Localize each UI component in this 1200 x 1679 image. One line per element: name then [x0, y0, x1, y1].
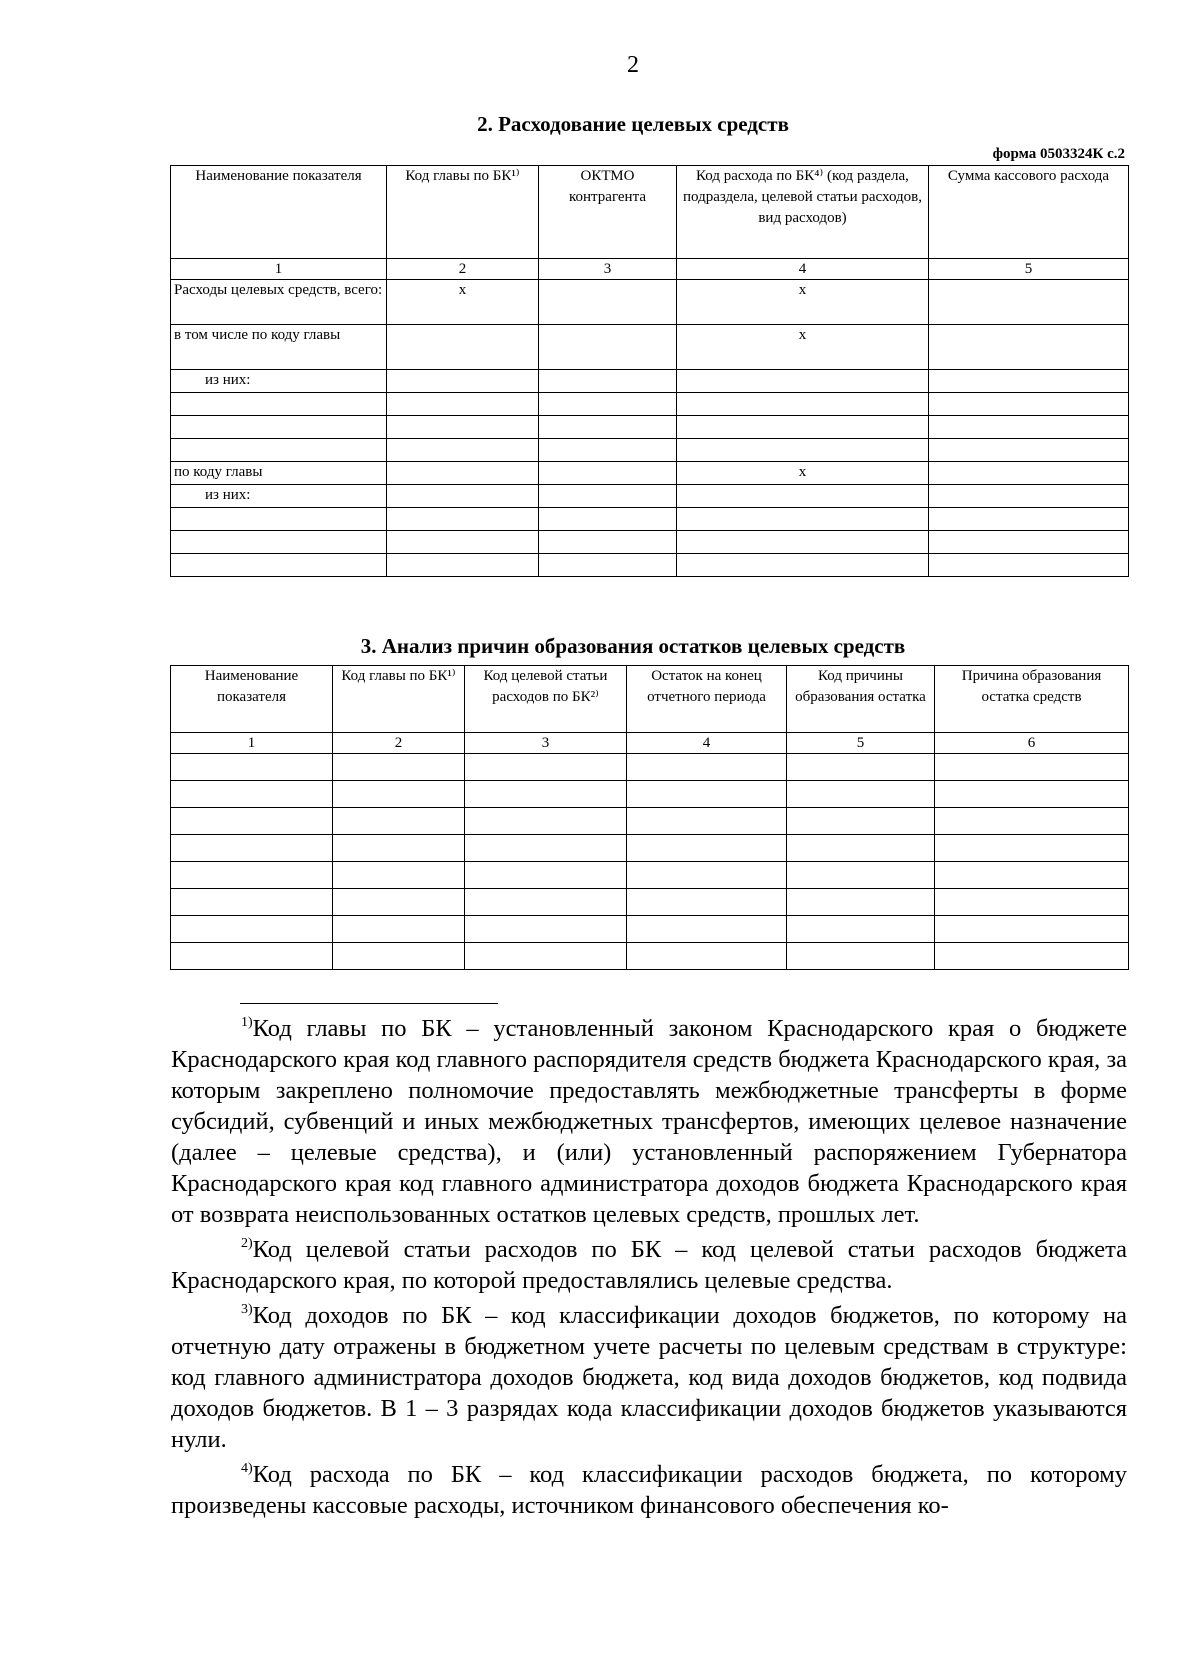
form-code: форма 0503324К с.2 — [992, 146, 1125, 162]
table-cell — [787, 889, 935, 916]
table-cell — [935, 781, 1129, 808]
table-cell: x — [677, 325, 929, 370]
column-number: 6 — [935, 733, 1129, 754]
row-label: из них: — [171, 370, 387, 393]
column-header: Код целевой статьи расходов по БК²⁾ — [465, 666, 627, 733]
row-label: из них: — [171, 485, 387, 508]
table-row — [171, 889, 1129, 916]
table-cell — [627, 754, 787, 781]
table-cell — [387, 439, 539, 462]
table-cell — [333, 943, 465, 970]
footnote-mark: 3) — [241, 1302, 253, 1317]
footnote-mark: 2) — [241, 1236, 253, 1251]
column-number: 5 — [787, 733, 935, 754]
table-cell — [929, 325, 1129, 370]
table-cell — [539, 485, 677, 508]
row-label: по коду главы — [171, 462, 387, 485]
table-cell — [539, 370, 677, 393]
table-cell — [333, 862, 465, 889]
table-cell — [171, 808, 333, 835]
table-row — [171, 280, 1129, 325]
footnotes — [171, 1013, 1127, 1525]
table-cell — [787, 862, 935, 889]
row-label — [171, 508, 387, 531]
table-cell — [677, 485, 929, 508]
table-cell — [929, 370, 1129, 393]
page-number: 2 — [627, 52, 639, 78]
table-cell — [935, 862, 1129, 889]
table-cell — [929, 462, 1129, 485]
table-row — [171, 531, 1129, 554]
table-cell — [787, 943, 935, 970]
table-cell — [333, 889, 465, 916]
table-cell — [935, 889, 1129, 916]
section-3-title: 3. Анализ причин образования остатков целевых средств — [360, 634, 906, 658]
table-cell — [787, 916, 935, 943]
footnote — [171, 1013, 1127, 1230]
table-cell — [929, 439, 1129, 462]
table-cell — [929, 393, 1129, 416]
table-cell — [171, 754, 333, 781]
table-cell — [465, 889, 627, 916]
table-cell — [935, 754, 1129, 781]
table-row — [171, 554, 1129, 577]
table-cell — [929, 280, 1129, 325]
table-cell — [787, 781, 935, 808]
table-row — [171, 370, 1129, 393]
table-cell — [171, 889, 333, 916]
table-cell — [539, 416, 677, 439]
table-row — [171, 416, 1129, 439]
table-cell — [465, 916, 627, 943]
column-header: Наименование показателя — [171, 166, 387, 259]
table-cell — [627, 889, 787, 916]
column-header: Сумма кассового расхода — [929, 166, 1129, 259]
column-number: 2 — [333, 733, 465, 754]
table-cell — [333, 754, 465, 781]
column-number: 3 — [465, 733, 627, 754]
table-cell — [627, 835, 787, 862]
table-cell — [677, 416, 929, 439]
table-cell — [465, 862, 627, 889]
table-cell — [627, 943, 787, 970]
table-cell — [539, 439, 677, 462]
table-cell: x — [677, 462, 929, 485]
table-cell — [929, 508, 1129, 531]
row-label — [171, 554, 387, 577]
table-cell — [387, 325, 539, 370]
table-cell — [787, 754, 935, 781]
table-cell — [171, 916, 333, 943]
column-header: Код главы по БК¹⁾ — [387, 166, 539, 259]
table-row — [171, 462, 1129, 485]
table-cell — [539, 393, 677, 416]
table-cell — [333, 835, 465, 862]
table-row — [171, 508, 1129, 531]
table-cell — [387, 554, 539, 577]
table-row — [171, 485, 1129, 508]
table-cell — [387, 393, 539, 416]
table-cell — [929, 554, 1129, 577]
table-cell — [387, 485, 539, 508]
column-number: 1 — [171, 733, 333, 754]
table-cell — [677, 554, 929, 577]
table-cell — [929, 531, 1129, 554]
table-row — [171, 808, 1129, 835]
table-cell — [787, 835, 935, 862]
table-cell — [539, 325, 677, 370]
table-cell — [627, 862, 787, 889]
table-cell — [465, 781, 627, 808]
table-cell — [787, 808, 935, 835]
table-cell — [465, 808, 627, 835]
footnote — [171, 1459, 1127, 1521]
table-cell — [333, 781, 465, 808]
footnote-mark: 1) — [241, 1015, 253, 1030]
column-number: 4 — [677, 259, 929, 280]
table-cell — [387, 370, 539, 393]
table-cell — [539, 508, 677, 531]
column-header: Причина образования остатка средств — [935, 666, 1129, 733]
table-cell — [929, 485, 1129, 508]
table-row — [171, 439, 1129, 462]
table-cell — [677, 439, 929, 462]
table-row — [171, 325, 1129, 370]
table-cell — [171, 835, 333, 862]
column-header: Остаток на конец отчетного периода — [627, 666, 787, 733]
table-cell — [171, 943, 333, 970]
table-cell — [935, 943, 1129, 970]
table-cell — [465, 943, 627, 970]
expenditure-table — [170, 165, 1129, 577]
column-number: 1 — [171, 259, 387, 280]
footnote-text: Код расхода по БК – код классификации расходов бюджета, по которому произведены кассовые расходы, источником финансового обеспечения ко- — [171, 1461, 1127, 1519]
column-number: 3 — [539, 259, 677, 280]
column-number: 2 — [387, 259, 539, 280]
row-label — [171, 393, 387, 416]
row-label — [171, 439, 387, 462]
table-cell — [935, 916, 1129, 943]
footnote-separator — [240, 1003, 498, 1004]
table-cell — [929, 416, 1129, 439]
table-cell — [935, 835, 1129, 862]
footnote — [171, 1234, 1127, 1296]
table-row — [171, 835, 1129, 862]
table-row — [171, 754, 1129, 781]
table-cell — [539, 531, 677, 554]
column-header: Наименование показателя — [171, 666, 333, 733]
footnote-mark: 4) — [241, 1461, 253, 1476]
row-label — [171, 416, 387, 439]
row-label: Расходы целевых средств, всего: — [171, 280, 387, 325]
column-header: Код главы по БК¹⁾ — [333, 666, 465, 733]
table-cell — [387, 531, 539, 554]
table-cell — [539, 554, 677, 577]
table-cell — [539, 462, 677, 485]
table-cell — [539, 280, 677, 325]
row-label: в том числе по коду главы — [171, 325, 387, 370]
footnote-text: Код доходов по БК – код классификации доходов бюджетов, по которому на отчетную дату отражены в бюджетном учете расчеты по целевым средствам в структуре: код главного администратора доходов бюджета, код вида доходов бюджетов, код подвида доходов бюджетов. В 1 – 3 разрядах кода классификации доходов бюджетов указываются нули. — [171, 1302, 1127, 1453]
table-row — [171, 916, 1129, 943]
column-number: 4 — [627, 733, 787, 754]
section-2-title: 2. Расходование целевых средств — [477, 112, 789, 136]
table-cell — [677, 370, 929, 393]
table-cell — [171, 781, 333, 808]
footnote-text: Код главы по БК – установленный законом Краснодарского края о бюджете Краснодарского края код главного распорядителя средств бюджета Краснодарского края, за которым закреплено полномочие предоставлять межбюджетные трансферты в форме субсидий, субвенций и иных межбюджетных трансфертов, имеющих целевое назначение (далее – целевые средства), и (или) установленный распоряжением Губернатора Краснодарского края код главного администратора доходов бюджета Краснодарского края от возврата неиспользованных остатков целевых средств, прошлых лет. — [171, 1015, 1127, 1228]
table-cell — [677, 531, 929, 554]
table-cell — [333, 916, 465, 943]
table-row — [171, 781, 1129, 808]
table-cell — [465, 835, 627, 862]
table-cell — [387, 462, 539, 485]
column-header: Код расхода по БК⁴⁾ (код раздела, подраздела, целевой статьи расходов, вид расходов) — [677, 166, 929, 259]
table-cell: x — [387, 280, 539, 325]
table-cell — [627, 781, 787, 808]
column-header: ОКТМО контрагента — [539, 166, 677, 259]
table-cell — [465, 754, 627, 781]
table-row — [171, 943, 1129, 970]
table-cell: x — [677, 280, 929, 325]
table-cell — [387, 416, 539, 439]
table-cell — [935, 808, 1129, 835]
column-number: 5 — [929, 259, 1129, 280]
table-cell — [627, 916, 787, 943]
table-row — [171, 862, 1129, 889]
table-cell — [171, 862, 333, 889]
table-cell — [677, 508, 929, 531]
row-label — [171, 531, 387, 554]
table-cell — [677, 393, 929, 416]
table-cell — [627, 808, 787, 835]
balance-analysis-table — [170, 665, 1129, 970]
table-cell — [387, 508, 539, 531]
table-cell — [333, 808, 465, 835]
column-header: Код причины образования остатка — [787, 666, 935, 733]
footnote-text: Код целевой статьи расходов по БК – код целевой статьи расходов бюджета Краснодарского края, по которой предоставлялись целевые средства. — [171, 1236, 1127, 1294]
table-row — [171, 393, 1129, 416]
footnote — [171, 1300, 1127, 1455]
